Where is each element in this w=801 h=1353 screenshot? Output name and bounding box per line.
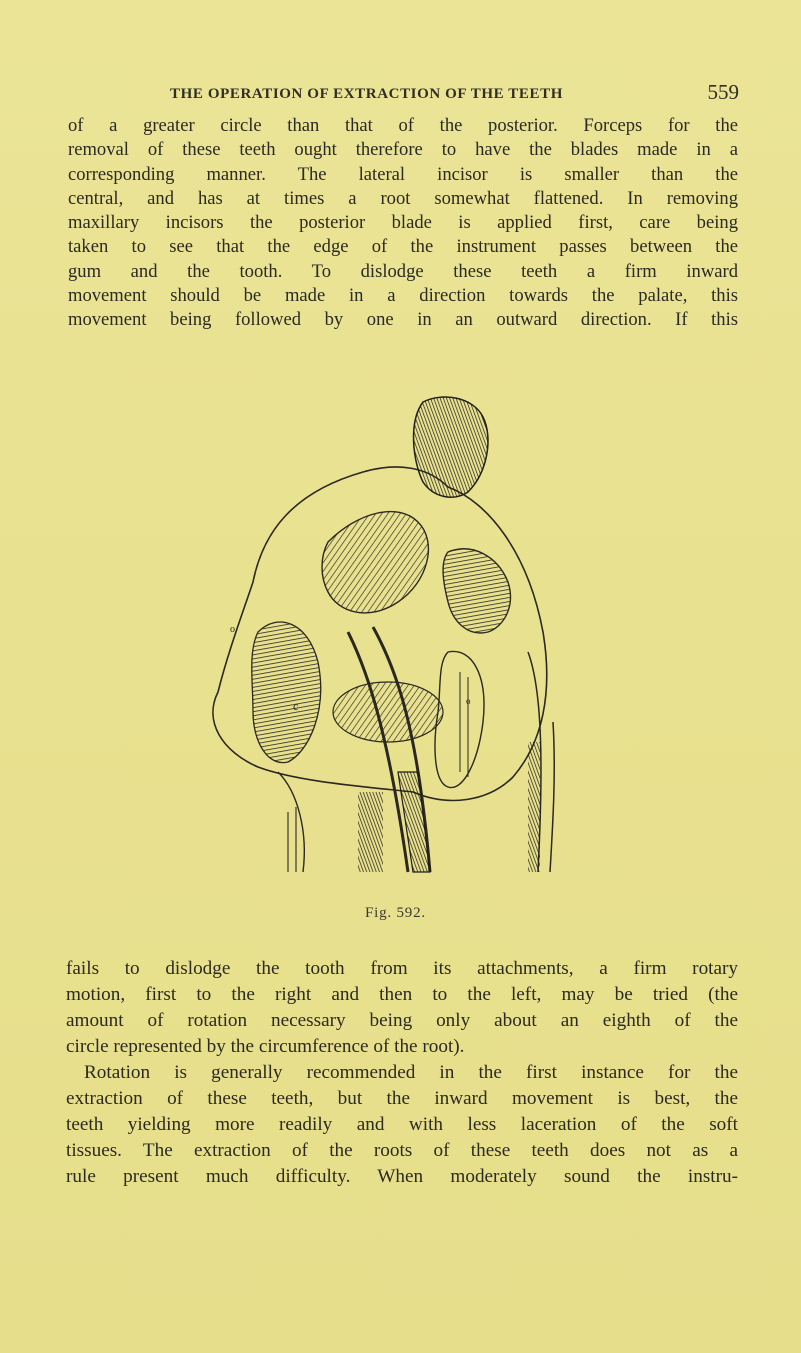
sleeve [252,622,321,763]
running-title: THE OPERATION OF EXTRACTION OF THE TEETH [170,86,563,102]
text-line: removal of these teeth ought therefore to have the blades made in a [68,139,738,161]
text-line: teeth yielding more readily and with less laceration of the soft [66,1114,738,1135]
hair [414,397,488,497]
forceps-extraction-illustration [198,392,578,887]
text-line: of a greater circle than that of the posterior. Forceps for the [68,115,738,136]
paragraph-top [68,114,738,333]
text-line: amount of rotation necessary being only about an eighth of the [66,1010,738,1031]
text-line: maxillary incisors the posterior blade is applied first, care being [68,212,738,234]
text-line: fails to dislodge the tooth from its attachments, a firm rotary [66,958,738,979]
text-line: circle represented by the circumference of the root). [66,1036,465,1057]
svg-text:o: o [230,624,235,635]
text-line: extraction of these teeth, but the inward movement is best, the [66,1088,738,1109]
text-line: central, and has at times a root somewhat flattened. In removing [68,187,738,209]
left-lower-hand [278,772,304,872]
text-line: movement being followed by one in an outward direction. If this [68,309,738,331]
text-line: movement should be made in a direction towards the palate, this [68,285,738,307]
svg-text:o: o [466,696,471,706]
text-line: taken to see that the edge of the instrument passes between the [68,236,738,258]
text-line: tissues. The extraction of the roots of these teeth does not as a [66,1140,738,1161]
fingers [443,549,510,633]
text-line: rule present much difficulty. When moderately sound the instru- [66,1166,738,1187]
text-line: corresponding manner. The lateral incisor is smaller than the [68,163,738,185]
mouth-region [333,682,443,742]
figure-caption: Fig. 592. [365,905,426,921]
page-number: 559 [707,80,739,104]
text-line: gum and the tooth. To dislodge these teeth a firm inward [68,260,738,282]
text-line: Rotation is generally recommended in the first instance for the [84,1062,738,1083]
text-line: motion, first to the right and then to the left, may be tried (the [66,984,738,1005]
lower-hand [435,651,484,787]
svg-text:c: c [293,699,299,713]
thumb [322,512,428,613]
paragraph-bottom [66,956,738,1190]
